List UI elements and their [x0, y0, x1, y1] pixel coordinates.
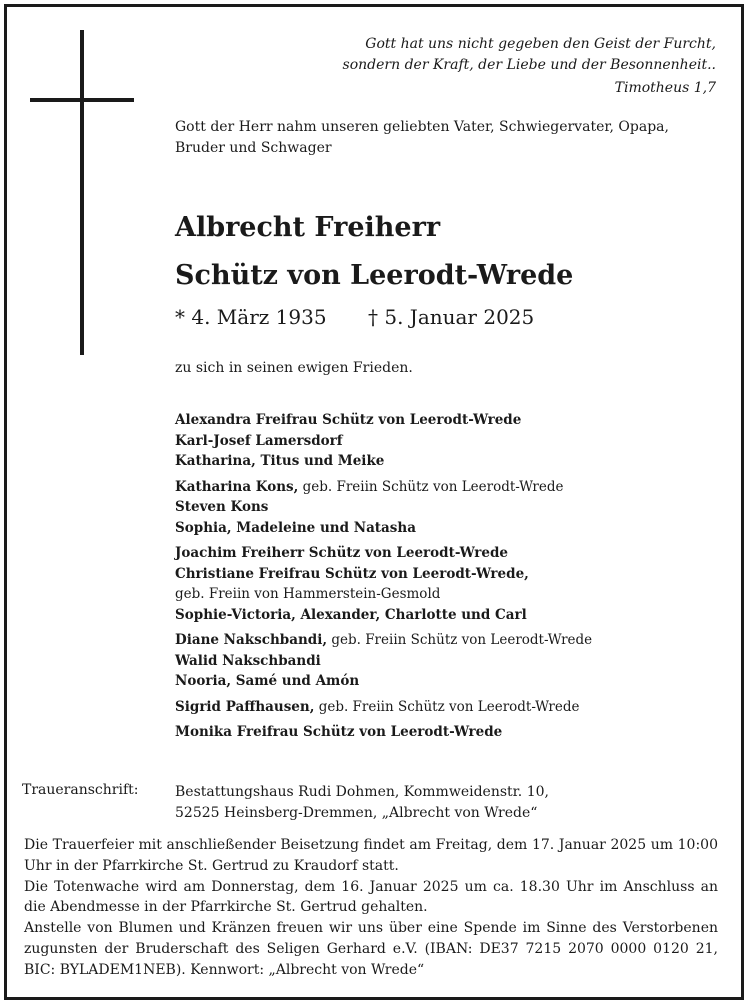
deceased-name-line1: Albrecht Freiherr — [175, 212, 441, 243]
maiden-name: geb. Freiin Schütz von Leerodt-Wrede — [327, 632, 593, 648]
intro-line: Gott der Herr nahm unseren geliebten Vater, Schwiegervater, Opapa, — [175, 119, 669, 135]
intro-line: Bruder und Schwager — [175, 140, 332, 156]
maiden-name: geb. Freiin Schütz von Leerodt-Wrede — [314, 698, 580, 715]
mourner-name: Joachim Freiherr Schütz von Leerodt-Wrede — [175, 545, 508, 561]
mourner-name: Diane Nakschbandi, — [175, 632, 328, 648]
mourner-name: Monika Freifrau Schütz von Leerodt-Wrede — [175, 724, 503, 740]
mourner-name: Sigrid Paffhausen, — [175, 698, 315, 715]
mourner-group — [175, 697, 715, 718]
wake-note: Die Totenwache wird am Donnerstag, dem 16. Januar 2025 um ca. 18.30 Uhr im Anschluss an die Abendmesse in der Pfarrkirche St. Gertrud gehalten. — [24, 878, 718, 916]
maiden-name: geb. Freiin Schütz von Leerodt-Wrede — [298, 478, 564, 495]
mourner-group — [175, 477, 715, 539]
mourner-group — [175, 630, 715, 692]
mourner-group — [175, 722, 715, 743]
mourner-group — [175, 543, 715, 625]
birth-date: * 4. März 1935 — [175, 305, 327, 329]
mourner-name: Sophia, Madeleine und Natasha — [175, 519, 416, 536]
funeral-notes — [24, 835, 718, 981]
peace-text: zu sich in seinen ewigen Frieden. — [175, 360, 413, 376]
bible-quote — [296, 34, 716, 99]
quote-line: Gott hat uns nicht gegeben den Geist der Furcht, — [365, 36, 716, 52]
death-date: † 5. Januar 2025 — [368, 305, 535, 329]
funeral-service-note: Die Trauerfeier mit anschließender Beisetzung findet am Freitag, dem 17. Januar 2025 um 10:00 Uhr in der Pfarrkirche St. Gertrud zu Kraudorf statt. — [24, 837, 718, 874]
address-line: 52525 Heinsberg-Dremmen, „Albrecht von Wrede“ — [175, 805, 538, 821]
donation-note: Anstelle von Blumen und Kränzen freuen wir uns über eine Spende im Sinne des Verstorbenen zugunsten der Bruderschaft des Seligen Gerhard e.V. (IBAN: DE37 7215 2070 0000 0120 21, BIC: BYLADEM1NEB). Kennwort: „Albrecht von Wrede“ — [24, 920, 718, 978]
mourning-address — [175, 782, 549, 824]
mourner-name: Christiane Freifrau Schütz von Leerodt-Wrede, — [175, 565, 529, 582]
mourner-name: Katharina, Titus und Meike — [175, 453, 385, 469]
mourner-name: Sophie-Victoria, Alexander, Charlotte und Carl — [175, 606, 527, 623]
address-label: Traueranschrift: — [22, 782, 139, 798]
life-dates — [175, 305, 535, 329]
mourner-name: Katharina Kons, — [175, 478, 299, 495]
mourners-list — [175, 410, 715, 748]
intro-text — [175, 117, 695, 159]
mourner-name: Walid Nakschbandi — [175, 652, 321, 669]
quote-line: sondern der Kraft, der Liebe und der Besonnenheit.. — [342, 57, 716, 73]
cross-icon — [80, 30, 84, 355]
mourner-name: Steven Kons — [175, 499, 269, 515]
mourner-group — [175, 410, 715, 472]
mourner-name: Karl-Josef Lamersdorf — [175, 432, 343, 449]
mourner-name: Nooria, Samé und Amón — [175, 673, 360, 689]
quote-reference: Timotheus 1,7 — [614, 80, 716, 96]
address-line: Bestattungshaus Rudi Dohmen, Kommweidenstr. 10, — [175, 784, 549, 800]
mourner-name: Alexandra Freifrau Schütz von Leerodt-Wrede — [175, 412, 522, 428]
deceased-name-line2: Schütz von Leerodt-Wrede — [175, 260, 574, 291]
maiden-name: geb. Freiin von Hammerstein-Gesmold — [175, 586, 441, 602]
cross-icon-bar — [30, 98, 134, 102]
